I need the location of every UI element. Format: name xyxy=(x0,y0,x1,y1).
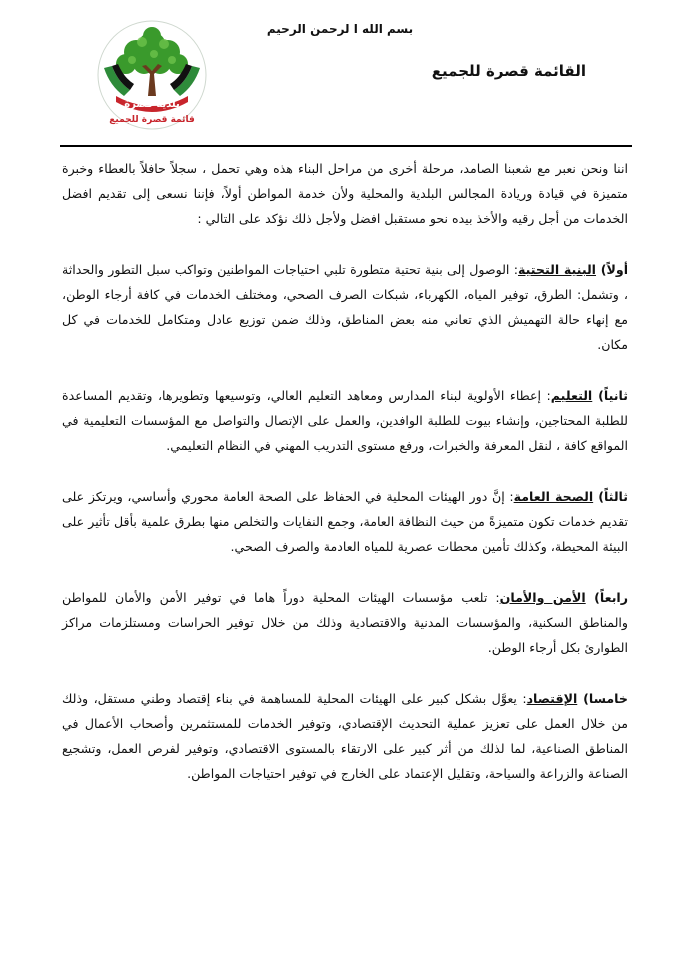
section-number: ثانياً) xyxy=(592,388,628,403)
section-public-health xyxy=(62,484,628,559)
document-body xyxy=(62,156,628,812)
section-heading: الصحة العامة xyxy=(513,489,594,504)
tree-emblem-icon xyxy=(96,16,208,134)
header-divider xyxy=(60,145,632,147)
svg-text:قائمة قصرة للجميع: قائمة قصرة للجميع xyxy=(109,115,195,125)
section-number: أولاً) xyxy=(596,262,629,277)
section-security xyxy=(62,585,628,660)
svg-text:بلدية قصرة: بلدية قصرة xyxy=(124,99,180,110)
section-text: : تلعب مؤسسات الهيئات المحلية دوراً هاما في توفير الأمن والأمان للمواطن والمناطق السكنية، والمؤسسات المدنية والاقتصادية وذلك من خلال توفير الحراسات ومستلزمات مراكز الطوارئ بكل أرجاء الوطن. xyxy=(62,590,628,655)
section-heading: البنية التحتية xyxy=(518,262,597,277)
section-number: خامسا) xyxy=(577,691,628,706)
intro-paragraph: اننا ونحن نعبر مع شعبنا الصامد، مرحلة أخرى من مراحل البناء هذه وهي تحمل ، سجلاً حافلاً بالعطاء وخبرة متميزة في قيادة وريادة المجالس البلدية والمحلية ولأن خدمة المواطن أولاً، فإننا نسعى إلى تقديم افضل الخدمات من أجل رقيه والأخذ بيده نحو مستقبل افضل ولأجل ذلك نؤكد على التالي : xyxy=(62,161,628,226)
section-infrastructure xyxy=(62,257,628,357)
section-number: رابعاً) xyxy=(585,590,629,605)
basmala-heading: بسم الله ا لرحمن الرحيم xyxy=(266,22,414,36)
section-heading: التعليم xyxy=(550,388,593,403)
document-title: القائمة قصرة للجميع xyxy=(431,62,586,80)
section-text: : يعوَّل بشكل كبير على الهيئات المحلية للمساهمة في بناء إقتصاد وطني مستقل، وذلك من خلال العمل على تعزيز عملية التحديث الإقتصادي، وتوفير الخدمات للمستثمرين وأصحاب الأعمال في المناطق الصناعية، لما لذلك من أثر كبير على الارتقاء بالمستوى الاقتصادي، وتوفير لفرص العمل، وتشجيع الصناعة والزراعة والسياحة، وتقليل الإعتماد على الخارج في توفير احتياجات المواطن. xyxy=(62,691,628,781)
section-text: : إنَّ دور الهيئات المحلية في الحفاظ على الصحة العامة محوري وأساسي، ويرتكز على تقديم خدمات تكون متميزةً من حيث النظافة العامة، وجمع النفايات والتخلص منها بطرق علمية بأقل تأثير على البيئة المحيطة، وكذلك تأمين محطات عصرية للمياه العادمة والصرف الصحي. xyxy=(62,489,628,554)
section-economy xyxy=(62,686,628,786)
section-heading: الأمن والأمان xyxy=(499,590,586,605)
section-number: ثالثاً) xyxy=(593,489,629,504)
section-text: : إعطاء الأولوية لبناء المدارس ومعاهد التعليم العالي، وتوسيعها وتطويرها، وتقديم المساعدة للطلبة المحتاجين، وإنشاء بيوت للطلبة الوافدين، والعمل على الإتصال والتواصل مع المؤسسات التعليمية في المواقع كافة ، لنقل المعرفة والخبرات، ورفع مستوى التدريب المهني في النظام التعليمي. xyxy=(62,388,628,453)
section-text: : الوصول إلى بنية تحتية متطورة تلبي احتياجات المواطنين وتواكب سبل التطور والحداثة ، وتشمل: الطرق، توفير المياه، الكهرباء، شبكات الصرف الصحي، ومختلف الخدمات في كافة أرجاء الوطن، مع إنهاء حالة التهميش الذي تعاني منه بعض المناطق، وذلك ضمن توزيع عادل ومتكامل للخدمات في كل مكان. xyxy=(62,262,628,352)
section-education xyxy=(62,383,628,458)
section-heading: الإقتصاد xyxy=(526,691,578,706)
municipality-logo xyxy=(96,16,208,134)
